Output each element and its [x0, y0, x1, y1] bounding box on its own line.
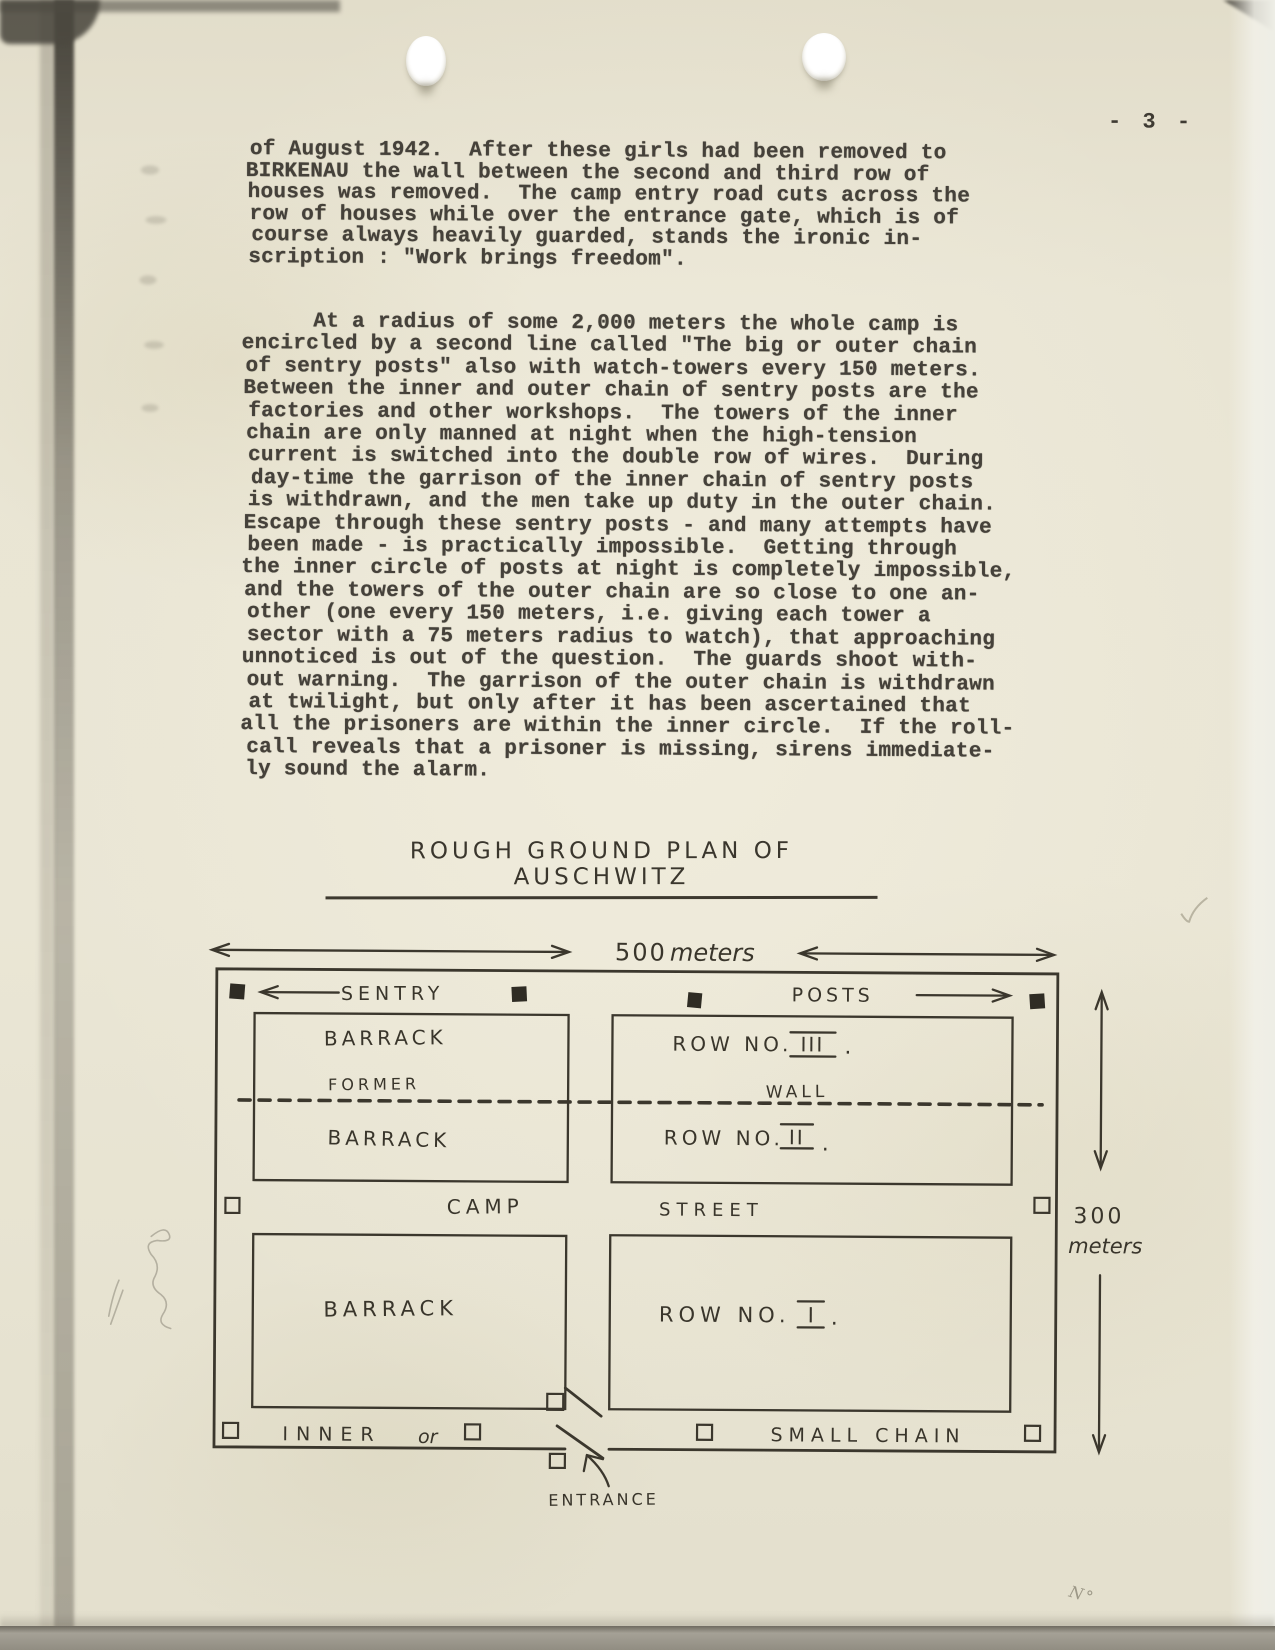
typed-line: is withdrawn, and the men take up duty in the outer chain.: [247, 489, 997, 517]
watch-post-square: [1025, 1426, 1040, 1441]
typed-line: unnoticed is out of the question. The guards shoot with-: [241, 646, 978, 674]
label-wall: WALL: [765, 1082, 829, 1103]
paragraph-2: [240, 309, 1023, 786]
watch-post-square: [697, 1425, 712, 1440]
posts-arrow: [917, 995, 1007, 996]
watch-post-square: [1034, 1198, 1049, 1213]
label-300: 300: [1073, 1204, 1125, 1230]
typed-line: encircled by a second line called "The big or outer chain: [241, 332, 978, 360]
typed-line: the inner circle of posts at night is completely impossible,: [241, 556, 1016, 585]
label-500-unit: meters: [669, 938, 755, 968]
dimension-line-right: [803, 953, 1051, 955]
label-inner: INNER: [282, 1423, 382, 1446]
pencil-check-mark: [1173, 894, 1213, 930]
typed-line: of sentry posts" also with watch-towers every 150 meters.: [245, 354, 982, 383]
typed-line: chain are only manned at night when the high-tension: [246, 422, 918, 450]
label-300-unit: meters: [1068, 1234, 1143, 1259]
check-stroke: [1181, 898, 1207, 922]
paragraph-1: [245, 137, 972, 273]
label-barrack-bottom: BARRACK: [323, 1296, 459, 1322]
entrance-arrow: [587, 1455, 609, 1486]
label-row1-prefix: ROW NO.: [658, 1302, 791, 1328]
typed-line: of August 1942. After these girls had been removed to: [249, 137, 947, 166]
watch-post-square: [223, 1423, 238, 1438]
label-row1-numeral: I: [807, 1303, 814, 1328]
dimension-line-upper: [1101, 995, 1102, 1165]
typed-line: At a radius of some 2,000 meters the whole camp is: [248, 309, 959, 338]
label-row2-period: .: [821, 1131, 829, 1157]
label-row2-numeral: II: [788, 1125, 805, 1150]
typed-line: current is switched into the double row of wires. During: [247, 444, 984, 472]
scribble-stroke: [148, 1230, 172, 1329]
label-posts: POSTS: [791, 984, 874, 1007]
label-small-chain: SMALL CHAIN: [770, 1424, 966, 1448]
scribble-stroke: [109, 1280, 123, 1324]
former-wall-dashed-line: [239, 1100, 1042, 1105]
label-row2-prefix: ROW NO.: [663, 1125, 784, 1151]
watch-post-square: [465, 1424, 480, 1439]
typed-line: houses was removed. The camp entry road cuts across the: [247, 181, 971, 209]
typed-line: Escape through these sentry posts - and many attempts have: [243, 511, 992, 540]
label-entrance: ENTRANCE: [548, 1489, 659, 1510]
typed-line: scription : "Work brings freedom".: [248, 245, 687, 272]
watch-post-square: [550, 1454, 565, 1468]
label-500: 500: [614, 938, 667, 967]
corner-pencil-mark: N°: [1066, 1581, 1098, 1608]
typed-line: course always heavily guarded, stands the ironic in-: [251, 224, 923, 252]
page-number: - 3 -: [1107, 109, 1195, 135]
typed-line: row of houses while over the entrance gate, which is of: [249, 202, 960, 231]
sentry-post-square: [229, 983, 245, 999]
diagram-title: ROUGH GROUND PLAN OF AUSCHWITZ: [325, 838, 877, 899]
watch-post-square: [547, 1394, 563, 1410]
label-sentry: SENTRY: [340, 982, 445, 1006]
label-row3-period: .: [844, 1034, 852, 1060]
sentry-post-square: [511, 986, 527, 1002]
typed-line: all the prisoners are within the inner circle. If the roll-: [240, 713, 1015, 741]
ground-plan-diagram: [142, 899, 1196, 1525]
barrack-block-bottom-left: [252, 1234, 566, 1409]
label-row3-numeral: III: [800, 1032, 825, 1057]
sentry-post-square: [687, 992, 702, 1008]
typed-line: been made - is practically impossible. Getting through: [247, 534, 958, 562]
typed-line: BIRKENAU the wall between the second and third row of: [245, 159, 930, 187]
label-camp: CAMP: [446, 1194, 524, 1219]
typed-line: and the towers of the outer chain are so close to one an-: [244, 578, 980, 607]
label-row1-period: .: [830, 1305, 838, 1331]
label-barrack-top: BARRACK: [323, 1025, 447, 1051]
typed-line: sector with a 75 meters radius to watch), that approaching: [246, 623, 996, 652]
label-former: FORMER: [327, 1074, 421, 1095]
label-or: or: [417, 1426, 438, 1449]
dimension-line-left: [215, 950, 566, 952]
typed-line: call reveals that a prisoner is missing, sirens immediate-: [246, 735, 995, 764]
label-street: STREET: [659, 1199, 764, 1222]
typed-line: day-time the garrison of the inner chain of sentry posts: [250, 466, 974, 495]
typed-line: Between the inner and outer chain of sentry posts are the: [243, 377, 979, 405]
typed-line: ly sound the alarm.: [245, 758, 491, 783]
pencil-margin-scribble: [93, 1194, 214, 1355]
watch-post-square: [225, 1198, 239, 1213]
sentry-post-square: [1029, 993, 1045, 1009]
label-row3-prefix: ROW NO.: [672, 1031, 793, 1057]
typed-line: other (one every 150 meters, i.e. giving each tower a: [246, 601, 931, 629]
typed-line: at twilight, but only after it has been ascertained that: [248, 690, 972, 719]
entrance-gate-bar: [565, 1388, 601, 1416]
typed-line: out warning. The garrison of the outer chain is withdrawn: [246, 668, 996, 697]
label-barrack-middle: BARRACK: [327, 1125, 451, 1153]
typed-line: factories and other workshops. The towers of the inner: [248, 399, 958, 427]
dimension-line-lower: [1099, 1275, 1100, 1449]
